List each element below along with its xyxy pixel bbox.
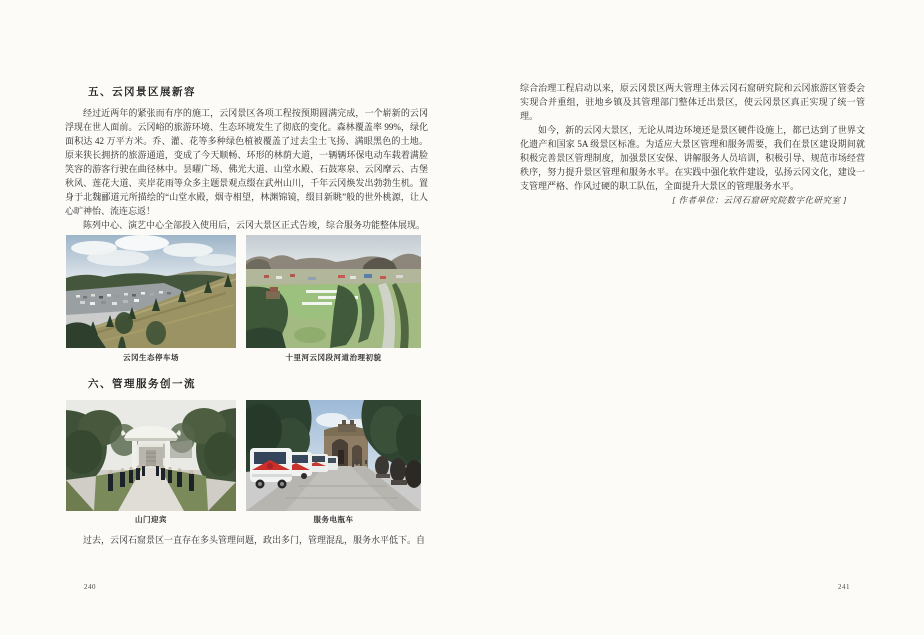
- photo-caption-parking: 云冈生态停车场: [123, 353, 179, 362]
- photo-gate-welcome: [66, 400, 236, 511]
- photo-river-channel-treatment: [246, 235, 421, 348]
- photo-eco-parking-lot: [66, 235, 236, 348]
- section5-paragraph-1: 经过近两年的紧张而有序的施工，云冈景区各项工程按预期圆满完成，一个崭新的云冈浮现在世人面前。云冈峪的旅游环境、生态环境发生了彻底的变化。森林覆盖率 99%，绿化面积达 42 万平方米。乔、灌、花等多种绿色植被覆盖了过去尘土飞扬、满眼黑色的土地。原来狭长拥挤的旅游通道，变成了今天顺畅、环形的林荫大道，一辆辆环保电动车载着满脸笑容的游客行驶在曲径林中。昙曜广场、佛光大道、山堂水殿、石鼓寒泉、云冈摩云、古堡秋风、莲花大道、夹岸花雨等众多主题景观点缀在武州山川，千年云冈焕发出勃勃生机。置身于北魏郦道元所描绘的“山堂水殿，烟寺相望，林渊锦镜，缀目新眺”般的世外桃源，让人心旷神怡、流连忘返！: [65, 108, 428, 216]
- photo-caption-gate: 山门迎宾: [135, 515, 167, 524]
- photo-shuttle-buses: [246, 400, 421, 511]
- section5-heading: 五、云冈景区展新容: [88, 86, 196, 98]
- photo-caption-shuttle: 服务电瓶车: [313, 515, 354, 524]
- section5-paragraph-2: 陈列中心、演艺中心全部投入使用后，云冈大景区正式告竣，综合服务功能整体展现。: [83, 220, 426, 230]
- right-paragraph-2: 如今，新的云冈大景区，无论从周边环境还是景区硬件设施上，都已达到了世界文化遗产和国家 5A 级景区标准。为适应大景区管理和服务需要，我们在景区建设期间就积极完善景区管理制度，加强景区安保、讲解服务人员培训，积极引导、规范市场经营秩序，努力提升景区管理和服务水平。在实践中强化软件建设，弘扬云冈文化，建设一支管理严格、作风过硬的职工队伍，全面提升大景区的管理服务水平。: [520, 125, 865, 191]
- right-paragraph-1: 综合治理工程启动以来，原云冈景区两大管理主体云冈石窟研究院和云冈旅游区管委会实现合并重组，驻地乡镇及其管理部门整体迁出景区，使云冈景区真正实现了统一管理。: [520, 83, 865, 121]
- author-attribution: [ 作者单位：云冈石窟研究院数字化研究室 ]: [672, 195, 847, 205]
- section6-body: [65, 533, 428, 547]
- section5-body: [65, 106, 428, 232]
- section6-paragraph: 过去，云冈石窟景区一直存在多头管理问题，政出多门，管理混乱，服务水平低下。自: [83, 535, 426, 545]
- photo-caption-river: 十里河云冈段河道治理初貌: [285, 353, 382, 362]
- section6-heading: 六、管理服务创一流: [88, 378, 196, 390]
- right-page-body: [520, 81, 865, 207]
- page-number-left: 240: [84, 583, 96, 591]
- page-number-right: 241: [838, 583, 850, 591]
